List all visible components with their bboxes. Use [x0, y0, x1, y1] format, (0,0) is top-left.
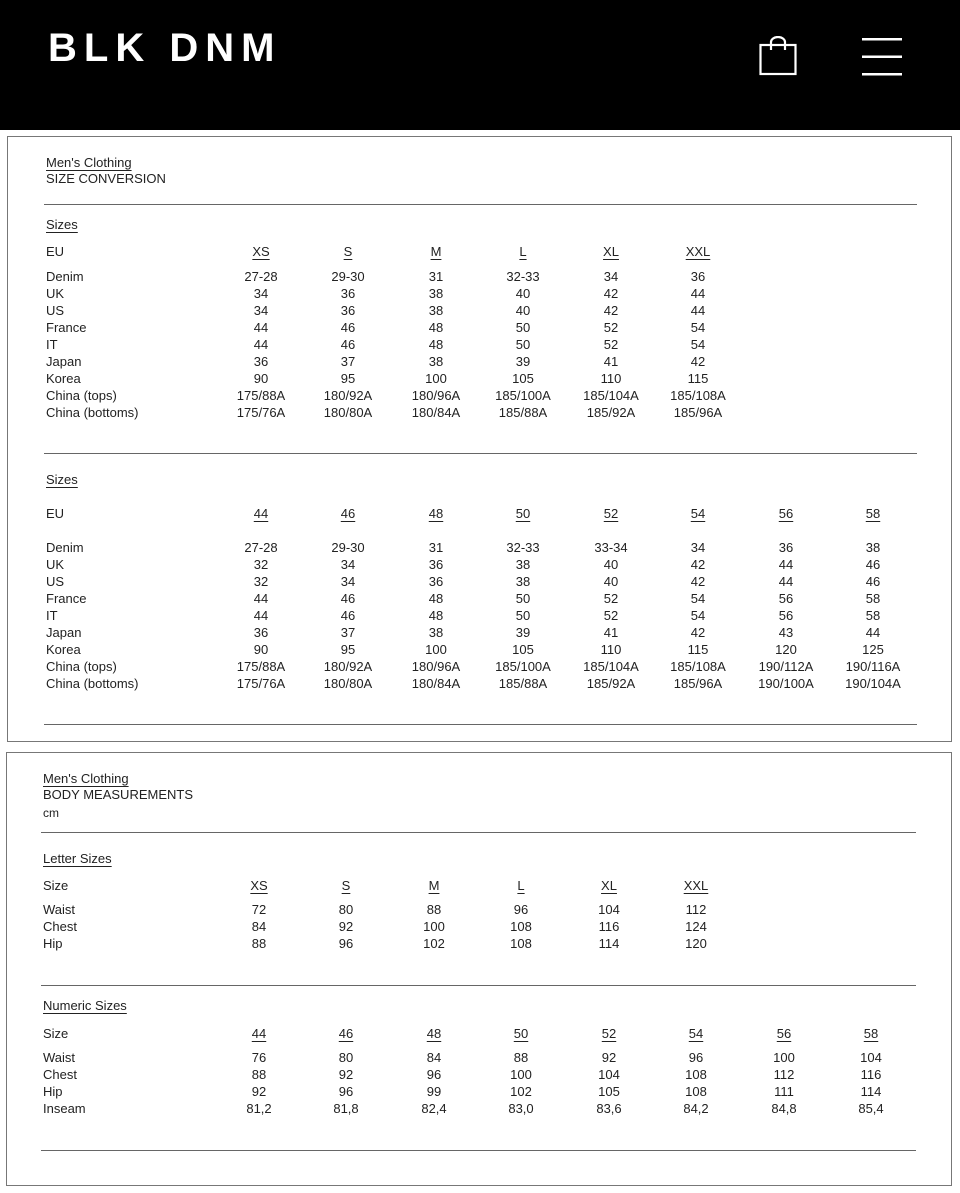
- row-label: Waist: [43, 1050, 76, 1065]
- table-cell: 175/76A: [236, 405, 286, 420]
- header-label: Size: [43, 1026, 69, 1041]
- table-cell: 92: [601, 1050, 617, 1065]
- size-column-header: XXL: [683, 878, 709, 893]
- size-column-header: XS: [252, 244, 270, 259]
- size-column-header: L: [519, 244, 527, 259]
- divider: [41, 1150, 916, 1151]
- table-cell: 108: [685, 1067, 707, 1082]
- table-cell: 41: [603, 354, 619, 369]
- header-label: EU: [46, 244, 65, 259]
- table-cell: 95: [340, 371, 356, 386]
- table-cell: 48: [428, 320, 444, 335]
- table-cell: 185/92A: [586, 405, 636, 420]
- table-cell: 44: [865, 625, 881, 640]
- table-cell: 38: [428, 286, 444, 301]
- divider: [41, 832, 916, 833]
- table-cell: 52: [603, 320, 619, 335]
- table-cell: 102: [423, 936, 445, 951]
- table-cell: 185/92A: [586, 676, 636, 691]
- row-label: Denim: [46, 269, 84, 284]
- table-cell: 185/100A: [495, 388, 551, 403]
- table-cell: 190/100A: [758, 676, 814, 691]
- table-cell: 42: [603, 286, 619, 301]
- table-cell: 54: [690, 320, 706, 335]
- row-label: China (bottoms): [46, 405, 139, 420]
- size-column-header: M: [430, 244, 442, 259]
- table-cell: 46: [340, 591, 356, 606]
- table-cell: 190/104A: [845, 676, 901, 691]
- table-cell: 175/76A: [236, 676, 286, 691]
- table-cell: 44: [778, 557, 794, 572]
- row-label: US: [46, 574, 65, 589]
- body-measurements-panel: [6, 752, 952, 1186]
- table-cell: 80: [338, 902, 354, 917]
- table-cell: 39: [515, 354, 531, 369]
- table-cell: 48: [428, 591, 444, 606]
- table-cell: 38: [428, 303, 444, 318]
- table-cell: 32: [253, 574, 269, 589]
- size-column-header: M: [428, 878, 440, 893]
- size-column-header: 46: [340, 506, 356, 521]
- size-column-header: 50: [513, 1026, 529, 1041]
- table-cell: 104: [860, 1050, 882, 1065]
- divider: [44, 204, 917, 205]
- table-cell: 96: [688, 1050, 704, 1065]
- table-cell: 96: [426, 1067, 442, 1082]
- table-cell: 96: [338, 936, 354, 951]
- table-cell: 34: [340, 574, 356, 589]
- row-label: China (tops): [46, 659, 117, 674]
- section-label: Numeric Sizes: [43, 998, 127, 1013]
- size-column-header: 56: [776, 1026, 792, 1041]
- table-cell: 100: [510, 1067, 532, 1082]
- row-label: Korea: [46, 371, 81, 386]
- table-cell: 50: [515, 591, 531, 606]
- table-cell: 110: [600, 371, 622, 386]
- row-label: Chest: [43, 919, 77, 934]
- table-cell: 37: [340, 354, 356, 369]
- table-cell: 110: [600, 642, 622, 657]
- brand-logo[interactable]: BLK DNM: [48, 26, 282, 70]
- size-column-header: 52: [603, 506, 619, 521]
- table-cell: 42: [603, 303, 619, 318]
- table-cell: 46: [340, 608, 356, 623]
- section-label: Letter Sizes: [43, 851, 112, 866]
- table-cell: 84,2: [683, 1101, 709, 1116]
- size-column-header: 48: [426, 1026, 442, 1041]
- table-cell: 100: [773, 1050, 795, 1065]
- table-cell: 58: [865, 591, 881, 606]
- table-cell: 37: [340, 625, 356, 640]
- table-cell: 46: [865, 557, 881, 572]
- table-cell: 44: [690, 303, 706, 318]
- table-cell: 36: [253, 354, 269, 369]
- table-cell: 42: [690, 574, 706, 589]
- row-label: Japan: [46, 625, 82, 640]
- size-column-header: S: [343, 244, 353, 259]
- table-cell: 125: [862, 642, 884, 657]
- size-column-header: XL: [603, 244, 619, 259]
- table-cell: 116: [860, 1067, 882, 1082]
- table-cell: 105: [512, 642, 534, 657]
- shopping-bag-icon[interactable]: [759, 36, 797, 76]
- table-cell: 44: [253, 591, 269, 606]
- category-heading: Men's Clothing: [46, 155, 132, 170]
- table-cell: 33-34: [594, 540, 628, 555]
- table-cell: 50: [515, 608, 531, 623]
- table-cell: 112: [773, 1067, 795, 1082]
- table-cell: 190/116A: [845, 659, 901, 674]
- divider: [44, 453, 917, 454]
- size-column-header: 46: [338, 1026, 354, 1041]
- table-cell: 124: [685, 919, 707, 934]
- table-cell: 72: [251, 902, 267, 917]
- table-cell: 54: [690, 591, 706, 606]
- table-cell: 42: [690, 354, 706, 369]
- table-cell: 54: [690, 337, 706, 352]
- table-cell: 114: [598, 936, 620, 951]
- table-cell: 102: [510, 1084, 532, 1099]
- table-cell: 32: [253, 557, 269, 572]
- category-heading: Men's Clothing: [43, 771, 129, 786]
- table-cell: 34: [253, 303, 269, 318]
- table-cell: 92: [338, 1067, 354, 1082]
- table-cell: 32-33: [506, 269, 540, 284]
- table-cell: 50: [515, 337, 531, 352]
- table-cell: 180/96A: [411, 659, 461, 674]
- table-cell: 185/88A: [498, 405, 548, 420]
- table-cell: 85,4: [858, 1101, 884, 1116]
- row-label: Hip: [43, 936, 63, 951]
- table-cell: 92: [251, 1084, 267, 1099]
- table-cell: 27-28: [244, 269, 278, 284]
- table-cell: 48: [428, 337, 444, 352]
- table-cell: 46: [865, 574, 881, 589]
- row-label: IT: [46, 337, 58, 352]
- size-column-header: 54: [688, 1026, 704, 1041]
- table-cell: 115: [687, 642, 709, 657]
- table-cell: 84,8: [771, 1101, 797, 1116]
- row-label: Japan: [46, 354, 82, 369]
- table-cell: 56: [778, 608, 794, 623]
- table-cell: 108: [685, 1084, 707, 1099]
- table-cell: 185/100A: [495, 659, 551, 674]
- row-label: Inseam: [43, 1101, 86, 1116]
- table-cell: 58: [865, 608, 881, 623]
- panel-title: SIZE CONVERSION: [46, 171, 166, 186]
- table-cell: 34: [253, 286, 269, 301]
- row-label: Hip: [43, 1084, 63, 1099]
- table-cell: 105: [598, 1084, 620, 1099]
- table-cell: 34: [340, 557, 356, 572]
- header-label: EU: [46, 506, 65, 521]
- table-cell: 180/92A: [323, 659, 373, 674]
- row-label: China (bottoms): [46, 676, 139, 691]
- row-label: UK: [46, 557, 65, 572]
- table-cell: 108: [510, 936, 532, 951]
- table-cell: 40: [515, 286, 531, 301]
- table-cell: 95: [340, 642, 356, 657]
- row-label: UK: [46, 286, 65, 301]
- divider: [44, 724, 917, 725]
- table-cell: 175/88A: [236, 388, 286, 403]
- size-conversion-panel: [7, 136, 952, 742]
- table-cell: 42: [690, 557, 706, 572]
- row-label: Chest: [43, 1067, 77, 1082]
- table-cell: 88: [426, 902, 442, 917]
- table-cell: 180/84A: [411, 405, 461, 420]
- table-cell: 90: [253, 371, 269, 386]
- size-column-header: S: [341, 878, 351, 893]
- table-cell: 40: [603, 557, 619, 572]
- table-cell: 116: [598, 919, 620, 934]
- table-cell: 44: [253, 337, 269, 352]
- table-cell: 52: [603, 591, 619, 606]
- table-cell: 108: [510, 919, 532, 934]
- row-label: US: [46, 303, 65, 318]
- table-cell: 31: [428, 269, 444, 284]
- table-cell: 38: [515, 557, 531, 572]
- table-cell: 100: [423, 919, 445, 934]
- table-cell: 32-33: [506, 540, 540, 555]
- size-column-header: 58: [865, 506, 881, 521]
- size-column-header: XXL: [685, 244, 711, 259]
- row-label: Waist: [43, 902, 76, 917]
- table-cell: 42: [690, 625, 706, 640]
- table-cell: 38: [428, 354, 444, 369]
- table-cell: 38: [865, 540, 881, 555]
- unit-label: cm: [43, 806, 59, 820]
- table-cell: 36: [690, 269, 706, 284]
- row-label: France: [46, 591, 87, 606]
- table-cell: 41: [603, 625, 619, 640]
- table-cell: 88: [513, 1050, 529, 1065]
- table-cell: 83,0: [508, 1101, 534, 1116]
- table-cell: 84: [251, 919, 267, 934]
- table-cell: 34: [603, 269, 619, 284]
- table-cell: 48: [428, 608, 444, 623]
- size-column-header: XL: [601, 878, 617, 893]
- table-cell: 36: [340, 286, 356, 301]
- table-cell: 115: [687, 371, 709, 386]
- table-cell: 29-30: [331, 540, 365, 555]
- size-column-header: 58: [863, 1026, 879, 1041]
- hamburger-menu-icon[interactable]: [862, 38, 902, 76]
- table-cell: 81,2: [246, 1101, 272, 1116]
- section-label: Sizes: [46, 217, 78, 232]
- table-cell: 43: [778, 625, 794, 640]
- table-cell: 185/104A: [583, 659, 639, 674]
- table-cell: 38: [428, 625, 444, 640]
- size-column-header: 44: [253, 506, 269, 521]
- table-cell: 36: [340, 303, 356, 318]
- table-cell: 120: [775, 642, 797, 657]
- table-cell: 46: [340, 320, 356, 335]
- table-cell: 100: [425, 642, 447, 657]
- size-column-header: 50: [515, 506, 531, 521]
- table-cell: 36: [778, 540, 794, 555]
- table-cell: 38: [515, 574, 531, 589]
- table-cell: 120: [685, 936, 707, 951]
- table-cell: 40: [603, 574, 619, 589]
- table-cell: 88: [251, 936, 267, 951]
- size-column-header: 52: [601, 1026, 617, 1041]
- table-cell: 104: [598, 902, 620, 917]
- table-cell: 44: [253, 608, 269, 623]
- site-header: [0, 0, 960, 130]
- table-cell: 185/96A: [673, 676, 723, 691]
- table-cell: 44: [253, 320, 269, 335]
- table-cell: 44: [778, 574, 794, 589]
- table-cell: 96: [338, 1084, 354, 1099]
- table-cell: 54: [690, 608, 706, 623]
- table-cell: 180/84A: [411, 676, 461, 691]
- table-cell: 80: [338, 1050, 354, 1065]
- table-cell: 99: [426, 1084, 442, 1099]
- table-cell: 52: [603, 608, 619, 623]
- row-label: IT: [46, 608, 58, 623]
- table-cell: 180/80A: [323, 405, 373, 420]
- table-cell: 50: [515, 320, 531, 335]
- table-cell: 36: [428, 557, 444, 572]
- divider: [41, 985, 916, 986]
- table-cell: 27-28: [244, 540, 278, 555]
- table-cell: 34: [690, 540, 706, 555]
- table-cell: 76: [251, 1050, 267, 1065]
- table-cell: 90: [253, 642, 269, 657]
- section-label: Sizes: [46, 472, 78, 487]
- table-cell: 185/96A: [673, 405, 723, 420]
- table-cell: 84: [426, 1050, 442, 1065]
- table-cell: 46: [340, 337, 356, 352]
- table-cell: 180/92A: [323, 388, 373, 403]
- table-cell: 114: [860, 1084, 882, 1099]
- table-cell: 104: [598, 1067, 620, 1082]
- table-cell: 185/108A: [670, 659, 726, 674]
- panel-title: BODY MEASUREMENTS: [43, 787, 194, 802]
- table-cell: 190/112A: [758, 659, 814, 674]
- table-cell: 83,6: [596, 1101, 622, 1116]
- table-cell: 100: [425, 371, 447, 386]
- table-cell: 96: [513, 902, 529, 917]
- size-column-header: 48: [428, 506, 444, 521]
- table-cell: 81,8: [333, 1101, 359, 1116]
- table-cell: 44: [690, 286, 706, 301]
- table-cell: 92: [338, 919, 354, 934]
- table-cell: 112: [685, 902, 707, 917]
- table-cell: 36: [428, 574, 444, 589]
- size-column-header: 44: [251, 1026, 267, 1041]
- header-label: Size: [43, 878, 69, 893]
- table-cell: 180/80A: [323, 676, 373, 691]
- table-cell: 40: [515, 303, 531, 318]
- row-label: Denim: [46, 540, 84, 555]
- size-column-header: L: [517, 878, 525, 893]
- table-cell: 185/88A: [498, 676, 548, 691]
- table-cell: 39: [515, 625, 531, 640]
- table-cell: 88: [251, 1067, 267, 1082]
- row-label: Korea: [46, 642, 81, 657]
- size-column-header: 54: [690, 506, 706, 521]
- table-cell: 185/104A: [583, 388, 639, 403]
- row-label: France: [46, 320, 87, 335]
- table-cell: 82,4: [421, 1101, 447, 1116]
- table-cell: 29-30: [331, 269, 365, 284]
- table-cell: 111: [774, 1084, 794, 1099]
- table-cell: 31: [428, 540, 444, 555]
- size-column-header: XS: [250, 878, 268, 893]
- table-cell: 180/96A: [411, 388, 461, 403]
- table-cell: 52: [603, 337, 619, 352]
- size-column-header: 56: [778, 506, 794, 521]
- table-cell: 105: [512, 371, 534, 386]
- table-cell: 175/88A: [236, 659, 286, 674]
- row-label: China (tops): [46, 388, 117, 403]
- table-cell: 56: [778, 591, 794, 606]
- table-cell: 36: [253, 625, 269, 640]
- table-cell: 185/108A: [670, 388, 726, 403]
